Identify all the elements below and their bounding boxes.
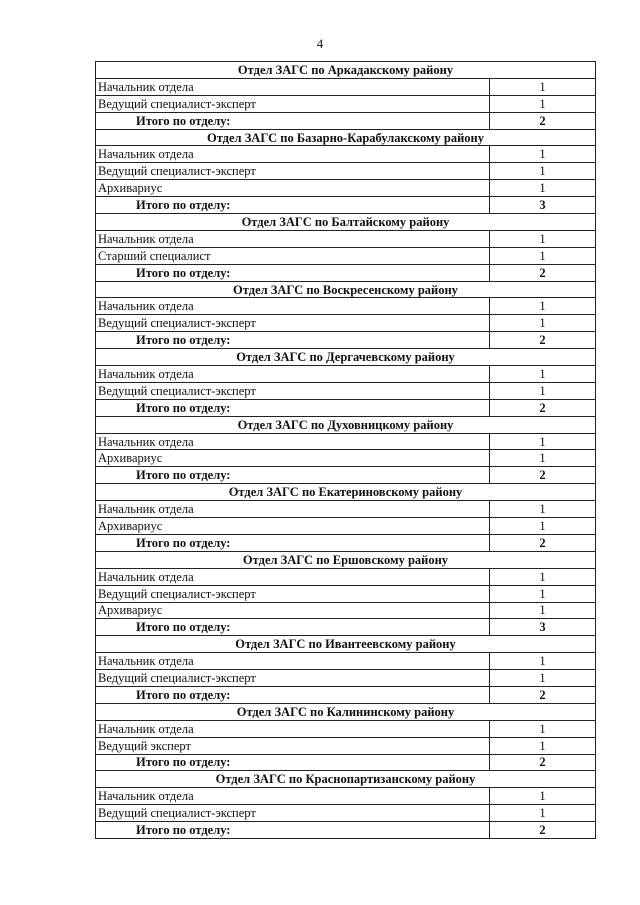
position-count: 1 [490, 788, 596, 805]
section-total-row [96, 619, 596, 636]
section-title: Отдел ЗАГС по Аркадакскому району [96, 62, 596, 79]
section-title: Отдел ЗАГС по Ивантеевскому району [96, 636, 596, 653]
section-title: Отдел ЗАГС по Калининскому району [96, 703, 596, 720]
table-row [96, 737, 596, 754]
position-name: Архивариус [96, 518, 490, 535]
total-count: 2 [490, 686, 596, 703]
section-header-row [96, 62, 596, 79]
section-total-row [96, 534, 596, 551]
table-row [96, 433, 596, 450]
table-row [96, 230, 596, 247]
section-total-row [96, 754, 596, 771]
position-name: Ведущий специалист-эксперт [96, 670, 490, 687]
table-row [96, 450, 596, 467]
section-header-row [96, 281, 596, 298]
staffing-table-body [96, 62, 596, 839]
section-title: Отдел ЗАГС по Екатериновскому району [96, 484, 596, 501]
table-row [96, 602, 596, 619]
position-name: Ведущий специалист-эксперт [96, 95, 490, 112]
section-title: Отдел ЗАГС по Краснопартизанскому району [96, 771, 596, 788]
position-count: 1 [490, 568, 596, 585]
section-total-row [96, 686, 596, 703]
section-total-row [96, 399, 596, 416]
position-name: Начальник отдела [96, 788, 490, 805]
total-count: 2 [490, 467, 596, 484]
section-total-row [96, 112, 596, 129]
total-label: Итого по отделу: [96, 399, 490, 416]
position-count: 1 [490, 366, 596, 383]
total-label: Итого по отделу: [96, 197, 490, 214]
section-header-row [96, 551, 596, 568]
table-row [96, 247, 596, 264]
position-name: Архивариус [96, 602, 490, 619]
position-name: Ведущий специалист-эксперт [96, 805, 490, 822]
total-label: Итого по отделу: [96, 332, 490, 349]
position-name: Начальник отдела [96, 501, 490, 518]
table-row [96, 653, 596, 670]
total-count: 3 [490, 197, 596, 214]
position-name: Ведущий специалист-эксперт [96, 585, 490, 602]
page-number: 4 [316, 36, 324, 51]
position-name: Начальник отдела [96, 298, 490, 315]
position-count: 1 [490, 78, 596, 95]
section-title: Отдел ЗАГС по Балтайскому району [96, 214, 596, 231]
position-name: Архивариус [96, 450, 490, 467]
position-count: 1 [490, 653, 596, 670]
table-row [96, 315, 596, 332]
section-header-row [96, 703, 596, 720]
section-header-row [96, 484, 596, 501]
position-count: 1 [490, 501, 596, 518]
section-header-row [96, 416, 596, 433]
position-name: Начальник отдела [96, 78, 490, 95]
section-title: Отдел ЗАГС по Базарно-Карабулакскому району [96, 129, 596, 146]
table-row [96, 366, 596, 383]
total-count: 2 [490, 332, 596, 349]
position-count: 1 [490, 450, 596, 467]
total-label: Итого по отделу: [96, 264, 490, 281]
position-name: Ведущий специалист-эксперт [96, 315, 490, 332]
position-count: 1 [490, 230, 596, 247]
position-name: Начальник отдела [96, 568, 490, 585]
position-name: Начальник отдела [96, 146, 490, 163]
section-title: Отдел ЗАГС по Дергачевскому району [96, 349, 596, 366]
position-name: Ведущий специалист-эксперт [96, 382, 490, 399]
position-count: 1 [490, 146, 596, 163]
position-name: Начальник отдела [96, 653, 490, 670]
position-name: Ведущий эксперт [96, 737, 490, 754]
section-total-row [96, 332, 596, 349]
position-count: 1 [490, 163, 596, 180]
section-total-row [96, 264, 596, 281]
table-row [96, 670, 596, 687]
position-count: 1 [490, 315, 596, 332]
table-row [96, 78, 596, 95]
position-count: 1 [490, 433, 596, 450]
total-count: 2 [490, 534, 596, 551]
table-row [96, 568, 596, 585]
position-count: 1 [490, 585, 596, 602]
section-title: Отдел ЗАГС по Ершовскому району [96, 551, 596, 568]
position-name: Архивариус [96, 180, 490, 197]
total-label: Итого по отделу: [96, 112, 490, 129]
position-count: 1 [490, 382, 596, 399]
section-header-row [96, 214, 596, 231]
section-header-row [96, 771, 596, 788]
section-title: Отдел ЗАГС по Духовницкому району [96, 416, 596, 433]
position-count: 1 [490, 805, 596, 822]
position-count: 1 [490, 298, 596, 315]
position-count: 1 [490, 180, 596, 197]
section-total-row [96, 197, 596, 214]
position-name: Ведущий специалист-эксперт [96, 163, 490, 180]
total-label: Итого по отделу: [96, 686, 490, 703]
total-count: 3 [490, 619, 596, 636]
position-count: 1 [490, 247, 596, 264]
table-row [96, 518, 596, 535]
section-total-row [96, 467, 596, 484]
position-name: Старший специалист [96, 247, 490, 264]
total-label: Итого по отделу: [96, 534, 490, 551]
total-label: Итого по отделу: [96, 467, 490, 484]
table-row [96, 805, 596, 822]
section-header-row [96, 349, 596, 366]
position-count: 1 [490, 95, 596, 112]
table-row [96, 298, 596, 315]
position-name: Начальник отдела [96, 433, 490, 450]
total-count: 2 [490, 399, 596, 416]
section-header-row [96, 636, 596, 653]
table-row [96, 720, 596, 737]
table-row [96, 163, 596, 180]
position-count: 1 [490, 720, 596, 737]
position-count: 1 [490, 737, 596, 754]
position-name: Начальник отдела [96, 720, 490, 737]
position-count: 1 [490, 602, 596, 619]
total-count: 2 [490, 822, 596, 839]
table-row [96, 95, 596, 112]
staffing-table [95, 61, 596, 839]
total-count: 2 [490, 754, 596, 771]
section-header-row [96, 129, 596, 146]
table-row [96, 180, 596, 197]
total-count: 2 [490, 264, 596, 281]
total-label: Итого по отделу: [96, 619, 490, 636]
position-name: Начальник отдела [96, 230, 490, 247]
section-total-row [96, 822, 596, 839]
total-label: Итого по отделу: [96, 754, 490, 771]
position-count: 1 [490, 518, 596, 535]
total-label: Итого по отделу: [96, 822, 490, 839]
table-row [96, 788, 596, 805]
table-row [96, 501, 596, 518]
position-name: Начальник отдела [96, 366, 490, 383]
position-count: 1 [490, 670, 596, 687]
total-count: 2 [490, 112, 596, 129]
table-row [96, 146, 596, 163]
section-title: Отдел ЗАГС по Воскресенскому району [96, 281, 596, 298]
table-row [96, 585, 596, 602]
table-row [96, 382, 596, 399]
